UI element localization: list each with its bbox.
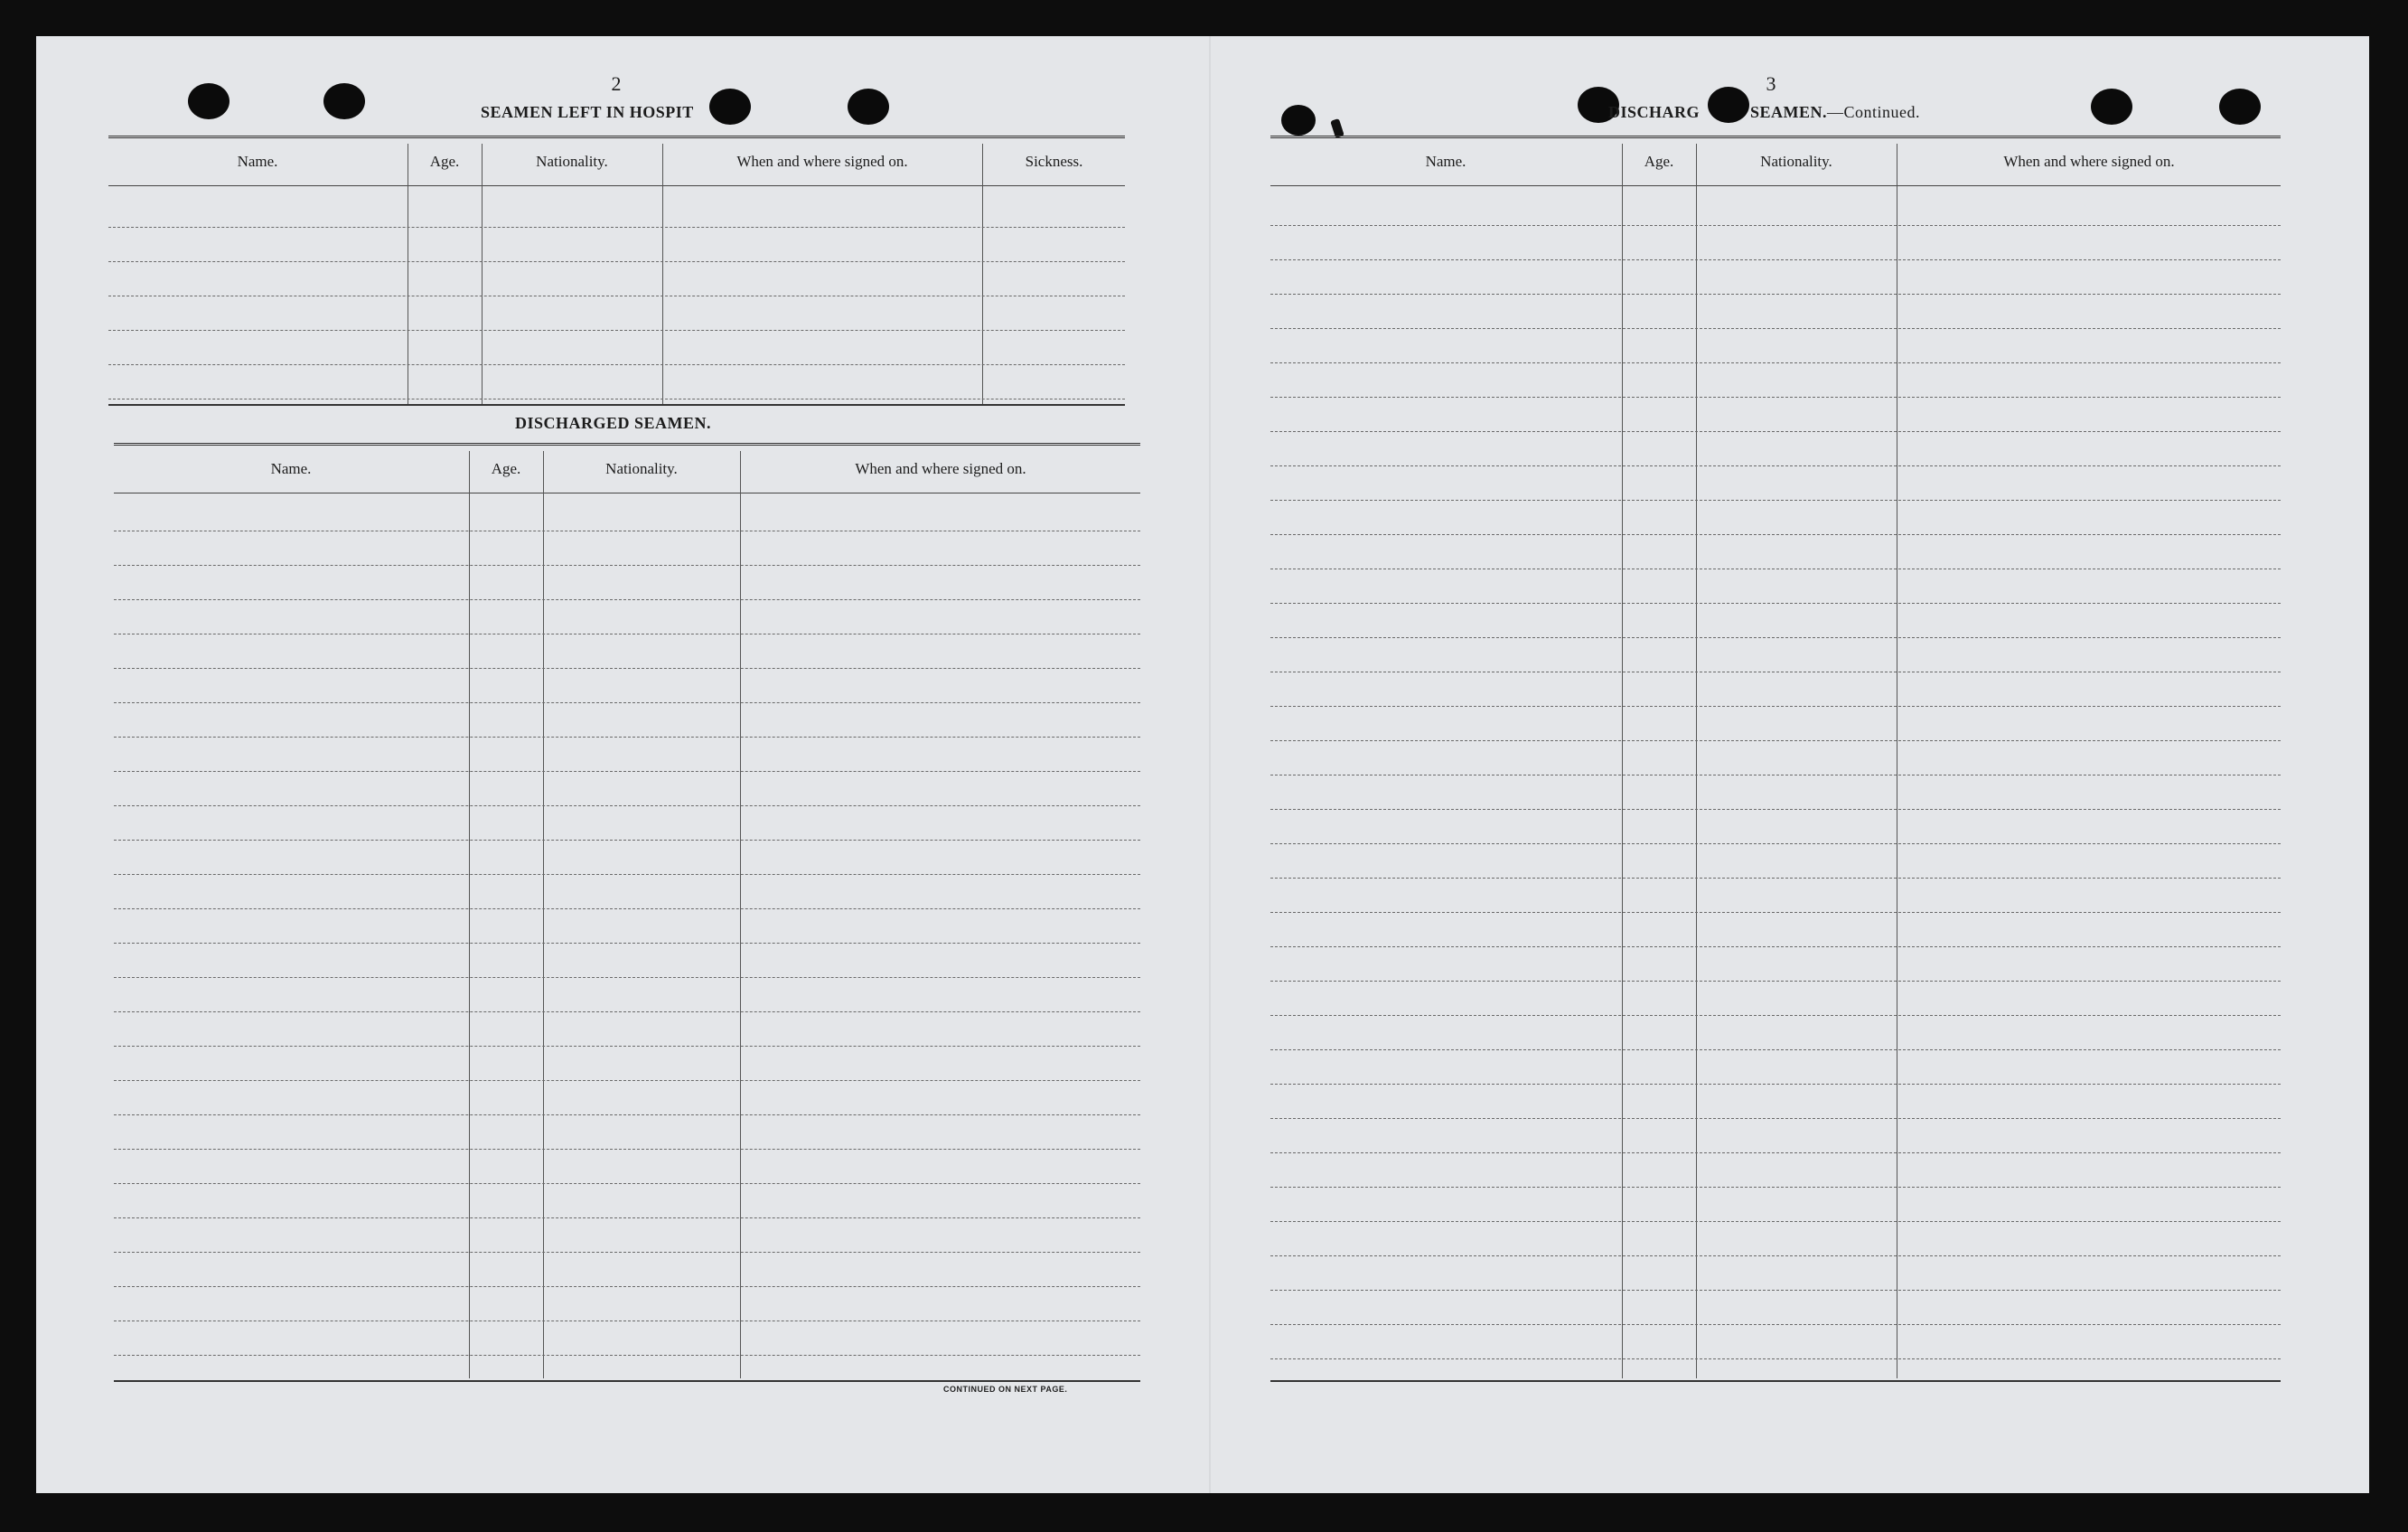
entry-line <box>114 1046 1140 1047</box>
entry-line <box>114 565 1140 566</box>
discharged-continued-table <box>1270 136 2281 1382</box>
table-bottom-rule <box>114 1380 1140 1382</box>
entry-line <box>1270 1255 2281 1256</box>
punch-hole <box>709 89 751 125</box>
entry-line <box>114 943 1140 944</box>
discharged-continued-title <box>1608 103 1920 122</box>
discharged-section-title: DISCHARGED SEAMEN. <box>515 414 712 432</box>
entry-line <box>1270 1221 2281 1222</box>
entry-line <box>114 1217 1140 1218</box>
discharged-continued-header <box>1270 138 2281 186</box>
entry-line <box>1270 809 2281 810</box>
entry-line <box>1270 397 2281 398</box>
entry-line <box>1270 843 2281 844</box>
entry-line <box>108 364 1125 365</box>
entry-line <box>114 771 1140 772</box>
entry-line <box>114 668 1140 669</box>
punch-hole <box>1281 105 1316 136</box>
entry-line <box>1270 1187 2281 1188</box>
entry-line <box>1270 225 2281 226</box>
hospital-section-title: SEAMEN LEFT IN HOSPIT <box>481 103 694 121</box>
punch-hole <box>323 83 365 119</box>
page-fold <box>1209 36 1211 1493</box>
entry-line <box>1270 603 2281 604</box>
column-header-name: Name. <box>1425 153 1466 170</box>
entry-line <box>1270 534 2281 535</box>
entry-line <box>114 1286 1140 1287</box>
title-part-1: DISCHARG <box>1608 103 1701 121</box>
entry-line <box>1270 1324 2281 1325</box>
entry-line <box>1270 431 2281 432</box>
entry-line <box>114 805 1140 806</box>
column-header-signed-on: When and where signed on. <box>855 460 1026 477</box>
hospital-table-header <box>108 138 1125 186</box>
column-header-age: Age. <box>429 153 460 170</box>
entry-line <box>114 908 1140 909</box>
entry-line <box>114 840 1140 841</box>
column-header-sickness: Sickness. <box>1025 153 1083 170</box>
entry-line <box>1270 1015 2281 1016</box>
entry-line <box>1270 465 2281 466</box>
entry-line <box>108 227 1125 228</box>
entry-line <box>1270 1358 2281 1359</box>
entry-line <box>1270 1049 2281 1050</box>
hospital-table <box>108 136 1125 406</box>
entry-line <box>1270 946 2281 947</box>
entry-line <box>114 1183 1140 1184</box>
column-header-signed-on: When and where signed on. <box>736 153 908 170</box>
entry-line <box>1270 362 2281 363</box>
continued-note: CONTINUED ON NEXT PAGE. <box>943 1385 1068 1394</box>
entry-line <box>114 1114 1140 1115</box>
punch-hole <box>2219 89 2261 125</box>
entry-line <box>1270 878 2281 879</box>
discharged-table-header <box>114 446 1140 493</box>
column-header-age: Age. <box>491 460 521 477</box>
entry-line <box>1270 328 2281 329</box>
entry-line <box>114 737 1140 738</box>
column-header-name: Name. <box>270 460 312 477</box>
entry-line <box>114 599 1140 600</box>
entry-line <box>114 702 1140 703</box>
entry-line <box>114 1149 1140 1150</box>
entry-line <box>114 1252 1140 1253</box>
column-divider <box>740 451 741 1378</box>
entry-line <box>114 1080 1140 1081</box>
table-bottom-rule <box>108 404 1125 406</box>
title-part-2: SEAMEN. <box>1750 103 1828 121</box>
entry-line <box>1270 259 2281 260</box>
entry-line <box>1270 1152 2281 1153</box>
entry-line <box>114 1011 1140 1012</box>
punch-hole <box>2091 89 2132 125</box>
entry-line <box>114 977 1140 978</box>
entry-line <box>1270 1118 2281 1119</box>
column-header-name: Name. <box>237 153 278 170</box>
column-divider <box>543 451 544 1378</box>
entry-line <box>1270 1290 2281 1291</box>
column-header-nationality: Nationality. <box>605 460 678 477</box>
column-header-signed-on: When and where signed on. <box>2003 153 2175 170</box>
page-number: 3 <box>1766 72 1776 95</box>
column-header-nationality: Nationality. <box>536 153 608 170</box>
entry-line <box>108 330 1125 331</box>
column-divider <box>469 451 470 1378</box>
title-continued: —Continued. <box>1827 103 1921 121</box>
discharged-table <box>114 443 1140 1382</box>
page-number: 2 <box>611 72 622 95</box>
entry-line <box>1270 500 2281 501</box>
entry-line <box>1270 1084 2281 1085</box>
table-bottom-rule <box>1270 1380 2281 1382</box>
entry-line <box>1270 706 2281 707</box>
entry-line <box>1270 740 2281 741</box>
entry-line <box>1270 294 2281 295</box>
entry-line <box>1270 981 2281 982</box>
column-header-age: Age. <box>1644 153 1674 170</box>
punch-hole <box>188 83 230 119</box>
entry-line <box>1270 637 2281 638</box>
column-header-nationality: Nationality. <box>1760 153 1832 170</box>
entry-line <box>114 1355 1140 1356</box>
punch-hole <box>848 89 889 125</box>
entry-line <box>108 261 1125 262</box>
entry-line <box>114 874 1140 875</box>
entry-line <box>1270 912 2281 913</box>
